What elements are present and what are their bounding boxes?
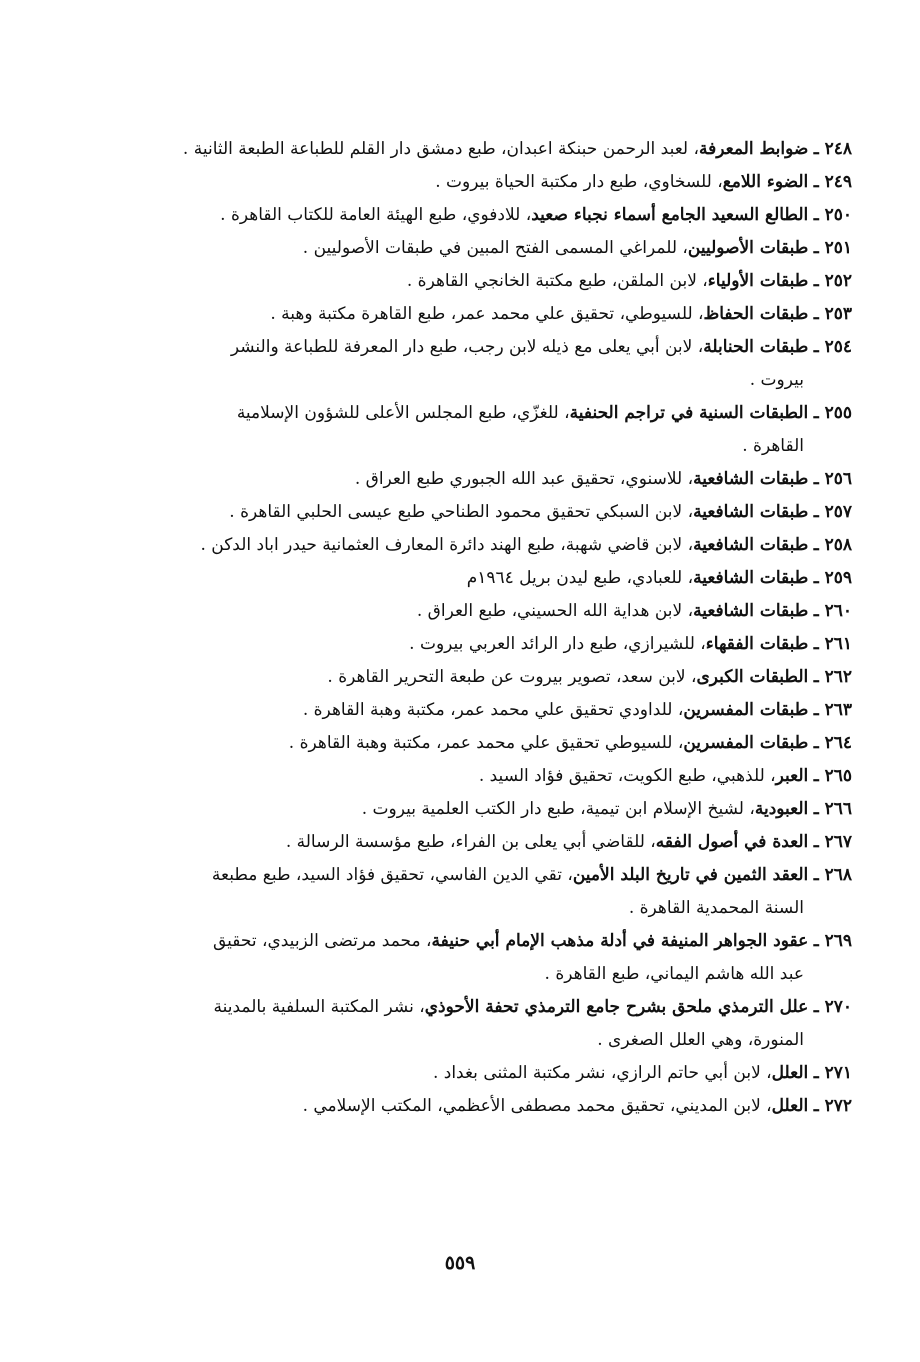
entry-details: ، للقاضي أبي يعلى بن الفراء، طبع مؤسسة الرسالة . — [285, 832, 656, 852]
bibliography-entry — [107, 166, 852, 199]
entry-title: الطبقات السنية في تراجم الحنفية — [569, 403, 809, 423]
bibliography-entry — [107, 199, 852, 232]
entry-title: طبقات الشافعية — [693, 535, 809, 555]
entry-details: ، للسيوطي تحقيق علي محمد عمر، مكتبة وهبة القاهرة . — [288, 733, 684, 753]
entry-number: ٢٦٠ ـ — [813, 601, 852, 621]
entry-details: ، لابن أبي حاتم الرازي، نشر مكتبة المثنى بغداد . — [432, 1063, 772, 1083]
entry-details: ، للاسنوي، تحقيق عبد الله الجبوري طبع العراق . — [354, 469, 694, 489]
entry-number: ٢٥٧ ـ — [813, 502, 852, 522]
entry-details: ، تقي الدين الفاسي، تحقيق فؤاد السيد، طبع مطبعة — [211, 865, 573, 885]
entry-continuation: عبد الله هاشم اليماني، طبع القاهرة . — [544, 964, 804, 984]
entry-details: ، محمد مرتضى الزبيدي، تحقيق — [212, 931, 432, 951]
entry-number: ٢٦٢ ـ — [813, 667, 852, 687]
entry-details: ، لابن المديني، تحقيق محمد مصطفى الأعظمي، المكتب الإسلامي . — [302, 1096, 772, 1116]
bibliography-entry — [107, 991, 852, 1057]
entry-details: ، لابن قاضي شهبة، طبع الهند دائرة المعارف العثمانية حيدر اباد الدكن . — [200, 535, 694, 555]
entry-number: ٢٦٩ ـ — [813, 931, 852, 951]
entry-title: طبقات الحنابلة — [703, 337, 809, 357]
entry-number: ٢٧١ ـ — [813, 1063, 852, 1083]
entry-number: ٢٥٨ ـ — [813, 535, 852, 555]
entry-title: طبقات الأصوليين — [687, 238, 809, 258]
entry-number: ٢٦١ ـ — [813, 634, 852, 654]
entry-title: العقد الثمين في تاريخ البلد الأمين — [572, 865, 809, 885]
entry-number: ٢٦٧ ـ — [813, 832, 852, 852]
entry-details: ، لابن سعد، تصوير بيروت عن طبعة التحرير القاهرة . — [327, 667, 697, 687]
entry-details: ، للشيرازي، طبع دار الرائد العربي بيروت . — [409, 634, 706, 654]
bibliography-entry — [107, 925, 852, 991]
bibliography-entry — [107, 661, 852, 694]
entry-number: ٢٥٣ ـ — [813, 304, 852, 324]
entry-number: ٢٦٦ ـ — [813, 799, 852, 819]
bibliography-entry — [107, 628, 852, 661]
bibliography-entry — [107, 133, 852, 166]
entry-title: علل الترمذي ملحق بشرح جامع الترمذي تحفة الأحوذي — [424, 997, 809, 1017]
bibliography-entry — [107, 826, 852, 859]
bibliography-entry — [107, 397, 852, 463]
entry-number: ٢٧٢ ـ — [813, 1096, 852, 1116]
entry-number: ٢٥٥ ـ — [813, 403, 852, 423]
entry-details: ، لابن السبكي تحقيق محمود الطناحي طبع عيسى الحلبي القاهرة . — [229, 502, 694, 522]
page-number: ٥٥٩ — [444, 1252, 476, 1274]
entry-title: طبقات الحفاظ — [703, 304, 809, 324]
entry-number: ٢٦٨ ـ — [813, 865, 852, 885]
entry-title: الطبقات الكبرى — [696, 667, 809, 687]
bibliography-entry — [107, 694, 852, 727]
entry-title: عقود الجواهر المنيفة في أدلة مذهب الإمام أبي حنيفة — [431, 931, 809, 951]
entry-details: ، لابن الملقن، طبع مكتبة الخانجي القاهرة . — [406, 271, 708, 291]
entry-number: ٢٦٣ ـ — [813, 700, 852, 720]
entry-details: ، لشيخ الإسلام ابن تيمية، طبع دار الكتب العلمية بيروت . — [361, 799, 755, 819]
entry-title: ضوابط المعرفة — [699, 139, 809, 159]
entry-title: طبقات الشافعية — [693, 469, 809, 489]
entry-details: ، لابن أبي يعلى مع ذيله لابن رجب، طبع دار المعرفة للطباعة والنشر — [230, 337, 704, 357]
entry-details: ، للمراغي المسمى الفتح المبين في طبقات الأصوليين . — [302, 238, 688, 258]
entry-title: العلل — [771, 1096, 809, 1116]
entry-details: ، للادفوي، طبع الهيئة العامة للكتاب القاهرة . — [220, 205, 532, 225]
bibliography-entry — [107, 760, 852, 793]
entry-details: ، للعبادي، طبع ليدن بريل ١٩٦٤م — [466, 568, 694, 588]
entry-number: ٢٥٠ ـ — [813, 205, 852, 225]
entry-title: طبقات الشافعية — [693, 502, 809, 522]
entry-continuation: القاهرة . — [742, 436, 804, 456]
entry-number: ٢٥٤ ـ — [813, 337, 852, 357]
entry-title: العبر — [775, 766, 809, 786]
bibliography-entry — [107, 463, 852, 496]
bibliography-entry — [107, 331, 852, 397]
entry-number: ٢٤٨ ـ — [813, 139, 852, 159]
entry-number: ٢٥٦ ـ — [813, 469, 852, 489]
bibliography-entry — [107, 529, 852, 562]
entry-title: العلل — [771, 1063, 809, 1083]
entry-details: ، للسيوطي، تحقيق علي محمد عمر، طبع القاهرة مكتبة وهبة . — [270, 304, 704, 324]
entry-title: العدة في أصول الفقه — [655, 832, 809, 852]
entry-details: ، للغزّي، طبع المجلس الأعلى للشؤون الإسلامية — [236, 403, 570, 423]
entry-details: ، للداودي تحقيق علي محمد عمر، مكتبة وهبة القاهرة . — [302, 700, 684, 720]
entry-title: طبقات الشافعية — [693, 568, 809, 588]
bibliography-entry — [107, 1090, 852, 1123]
bibliography-entry — [107, 1057, 852, 1090]
entry-continuation: السنة المحمدية القاهرة . — [628, 898, 804, 918]
bibliography-entry — [107, 232, 852, 265]
entry-title: طبقات الشافعية — [693, 601, 809, 621]
entry-continuation: بيروت . — [749, 370, 804, 390]
bibliography-entry — [107, 496, 852, 529]
bibliography-list — [107, 133, 852, 1123]
entry-title: الطالع السعيد الجامع أسماء نجباء صعيد — [531, 205, 809, 225]
entry-number: ٢٦٤ ـ — [813, 733, 852, 753]
entry-number: ٢٦٥ ـ — [813, 766, 852, 786]
entry-title: العبودية — [754, 799, 809, 819]
entry-number: ٢٤٩ ـ — [813, 172, 852, 192]
bibliography-entry — [107, 298, 852, 331]
bibliography-entry — [107, 727, 852, 760]
entry-continuation: المنورة، وهي العلل الصغرى . — [597, 1030, 804, 1050]
entry-details: ، لعبد الرحمن حبنكة اعبدان، طبع دمشق دار القلم للطباعة الطبعة الثانية . — [182, 139, 699, 159]
entry-title: طبقات الفقهاء — [705, 634, 809, 654]
entry-number: ٢٥٢ ـ — [813, 271, 852, 291]
entry-details: ، للذهبي، طبع الكويت، تحقيق فؤاد السيد . — [478, 766, 776, 786]
entry-number: ٢٥٩ ـ — [813, 568, 852, 588]
bibliography-entry — [107, 595, 852, 628]
bibliography-entry — [107, 265, 852, 298]
entry-title: الضوء اللامع — [722, 172, 809, 192]
entry-details: ، لابن هداية الله الحسيني، طبع العراق . — [416, 601, 694, 621]
entry-title: طبقات المفسرين — [683, 733, 809, 753]
entry-details: ، للسخاوي، طبع دار مكتبة الحياة بيروت . — [435, 172, 723, 192]
entry-title: طبقات المفسرين — [683, 700, 809, 720]
bibliography-entry — [107, 562, 852, 595]
entry-details: ، نشر المكتبة السلفية بالمدينة — [213, 997, 425, 1017]
entry-title: طبقات الأولياء — [707, 271, 809, 291]
entry-number: ٢٥١ ـ — [813, 238, 852, 258]
bibliography-entry — [107, 859, 852, 925]
bibliography-entry — [107, 793, 852, 826]
entry-number: ٢٧٠ ـ — [813, 997, 852, 1017]
